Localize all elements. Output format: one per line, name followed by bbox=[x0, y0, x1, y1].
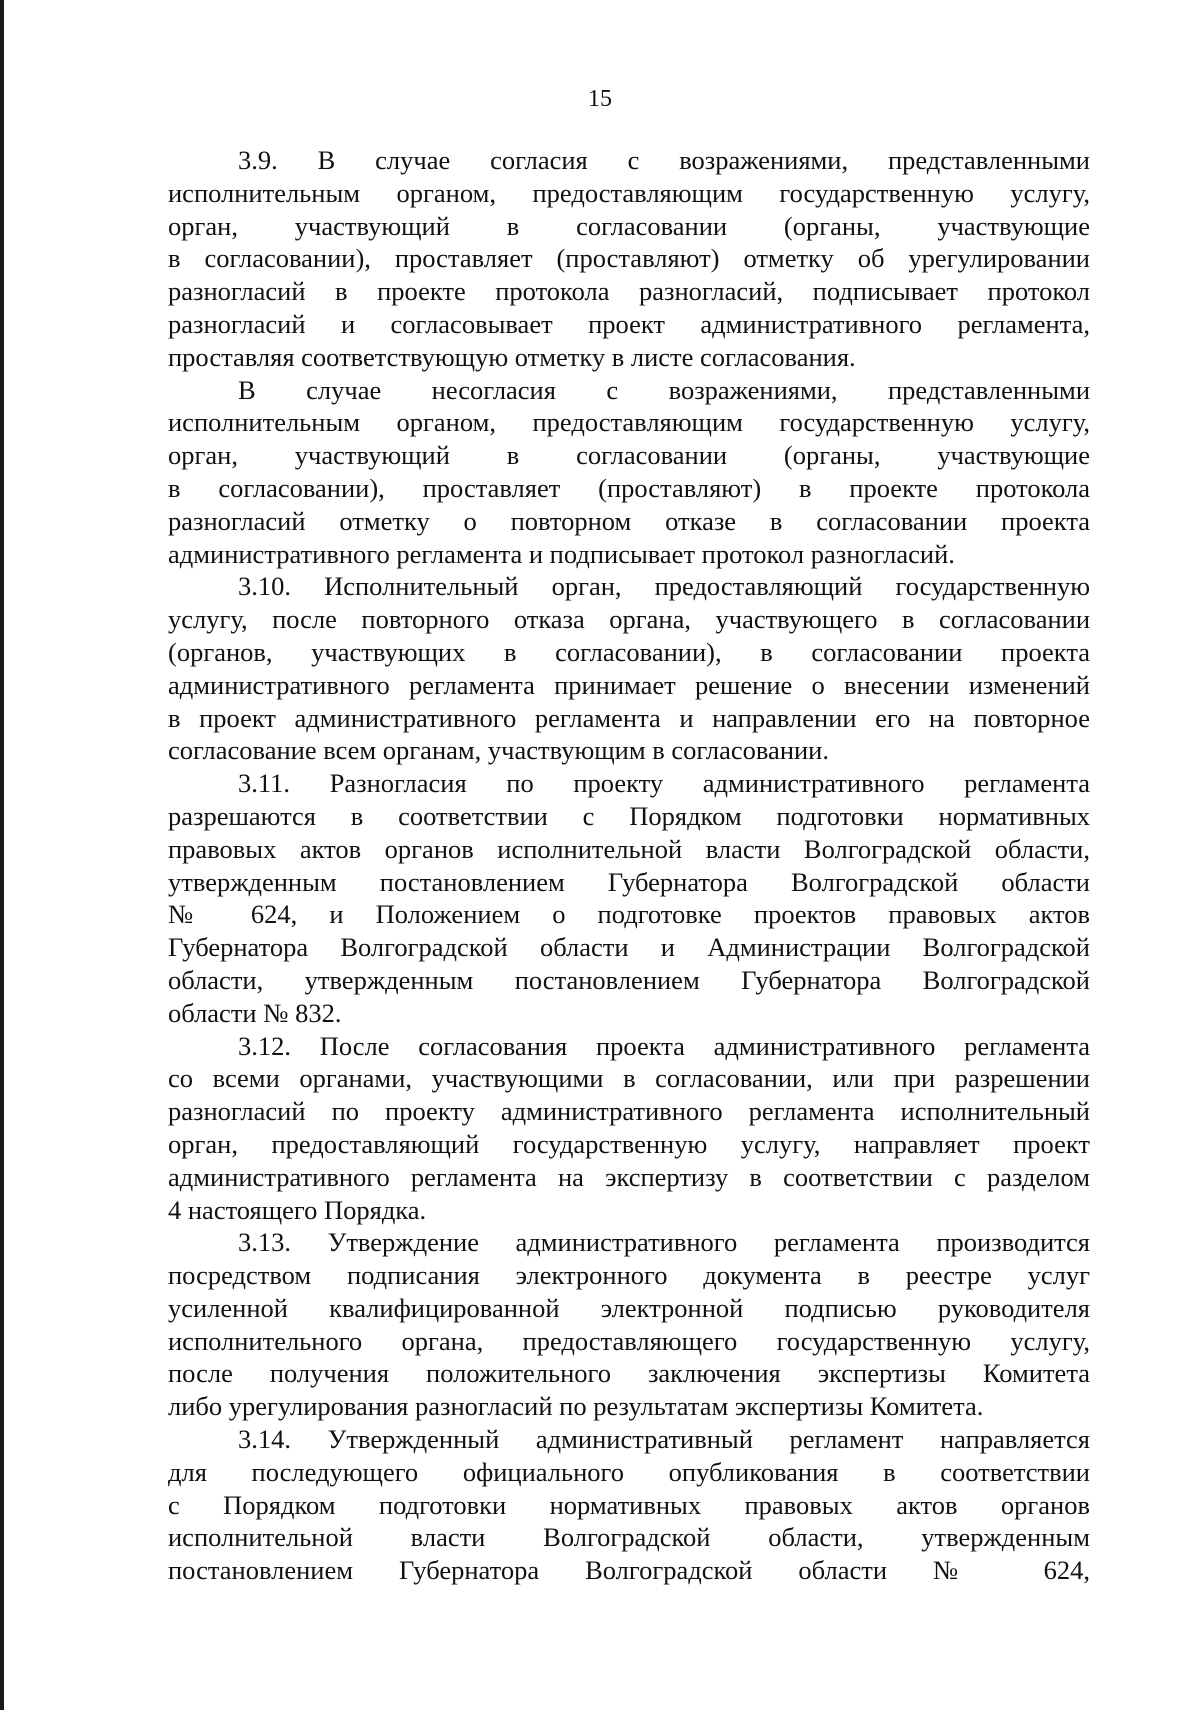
text-line: исполнительным органом, предоставляющим государственную услугу, bbox=[168, 407, 1090, 438]
text-line: Губернатора Волгоградской области и Администрации Волгоградской bbox=[168, 932, 1090, 963]
text-line: согласование всем органам, участвующим в согласовании. bbox=[168, 735, 829, 766]
text-line: услугу, после повторного отказа органа, участвующего в согласовании bbox=[168, 604, 1090, 635]
text-line: 3.11. Разногласия по проекту административного регламента bbox=[238, 768, 1090, 799]
paragraph-3-12 bbox=[168, 1030, 1090, 1227]
text-line: усиленной квалифицированной электронной подписью руководителя bbox=[168, 1292, 1090, 1323]
text-line: исполнительным органом, предоставляющим государственную услугу, bbox=[168, 177, 1090, 208]
scan-edge-shadow bbox=[0, 0, 4, 1710]
text-line: № 624, и Положением о подготовке проектов правовых актов bbox=[168, 899, 1090, 930]
paragraph-3-14 bbox=[168, 1423, 1090, 1587]
text-line: В случае несогласия с возражениями, представленными bbox=[238, 374, 1090, 405]
text-line: области № 832. bbox=[168, 997, 342, 1028]
text-line: 4 настоящего Порядка. bbox=[168, 1194, 427, 1225]
text-line: постановлением Губернатора Волгоградской области № 624, bbox=[168, 1555, 1090, 1586]
text-line: орган, предоставляющий государственную услугу, направляет проект bbox=[168, 1128, 1090, 1159]
text-line: 3.12. После согласования проекта административного регламента bbox=[238, 1030, 1090, 1061]
paragraph-3-11 bbox=[168, 767, 1090, 1029]
text-line: после получения положительного заключения экспертизы Комитета bbox=[168, 1358, 1090, 1389]
text-line: исполнительной власти Волгоградской области, утвержденным bbox=[168, 1522, 1090, 1553]
document-body bbox=[168, 144, 1090, 1587]
text-line: в согласовании), проставляет (проставляют) в проекте протокола bbox=[168, 472, 1090, 503]
paragraph-3-10 bbox=[168, 570, 1090, 767]
paragraph-3-13 bbox=[168, 1226, 1090, 1423]
text-line: разногласий и согласовывает проект административного регламента, bbox=[168, 308, 1090, 339]
text-line: орган, участвующий в согласовании (органы, участвующие bbox=[168, 440, 1090, 471]
text-line: в согласовании), проставляет (проставляют) отметку об урегулировании bbox=[168, 243, 1090, 274]
text-line: посредством подписания электронного документа в реестре услуг bbox=[168, 1260, 1090, 1291]
text-line: разрешаются в соответствии с Порядком подготовки нормативных bbox=[168, 800, 1090, 831]
text-line: 3.14. Утвержденный административный регламент направляется bbox=[238, 1424, 1090, 1455]
text-line: 3.9. В случае согласия с возражениями, представленными bbox=[238, 145, 1090, 175]
page-number: 15 bbox=[588, 86, 612, 112]
text-line: 3.13. Утверждение административного регламента производится bbox=[238, 1227, 1090, 1258]
text-line: правовых актов органов исполнительной власти Волгоградской области, bbox=[168, 833, 1090, 864]
text-line: для последующего официального опубликования в соответствии bbox=[168, 1456, 1090, 1487]
text-line: административного регламента и подписывает протокол разногласий. bbox=[168, 538, 955, 569]
text-line: с Порядком подготовки нормативных правовых актов органов bbox=[168, 1489, 1090, 1520]
text-line: 3.10. Исполнительный орган, предоставляющий государственную bbox=[238, 571, 1090, 602]
text-line: орган, участвующий в согласовании (органы, участвующие bbox=[168, 210, 1090, 241]
text-line: административного регламента на экспертизу в соответствии с разделом bbox=[168, 1161, 1090, 1192]
text-line: со всеми органами, участвующими в согласовании, или при разрешении bbox=[168, 1063, 1090, 1094]
text-line: разногласий отметку о повторном отказе в согласовании проекта bbox=[168, 505, 1090, 536]
text-line: административного регламента принимает решение о внесении изменений bbox=[168, 669, 1090, 700]
text-line: разногласий по проекту административного регламента исполнительный bbox=[168, 1096, 1090, 1127]
text-line: исполнительного органа, предоставляющего государственную услугу, bbox=[168, 1325, 1090, 1356]
text-line: разногласий в проекте протокола разногласий, подписывает протокол bbox=[168, 276, 1090, 307]
text-line: области, утвержденным постановлением Губернатора Волгоградской bbox=[168, 964, 1090, 995]
paragraph-3-9-continued bbox=[168, 374, 1090, 571]
text-line: либо урегулирования разногласий по результатам экспертизы Комитета. bbox=[168, 1391, 984, 1422]
paragraph-3-9 bbox=[168, 144, 1090, 374]
text-line: проставляя соответствующую отметку в листе согласования. bbox=[168, 341, 856, 372]
text-line: в проект административного регламента и направлении его на повторное bbox=[168, 702, 1090, 733]
text-line: утвержденным постановлением Губернатора Волгоградской области bbox=[168, 866, 1090, 897]
text-line: (органов, участвующих в согласовании), в согласовании проекта bbox=[168, 636, 1090, 667]
